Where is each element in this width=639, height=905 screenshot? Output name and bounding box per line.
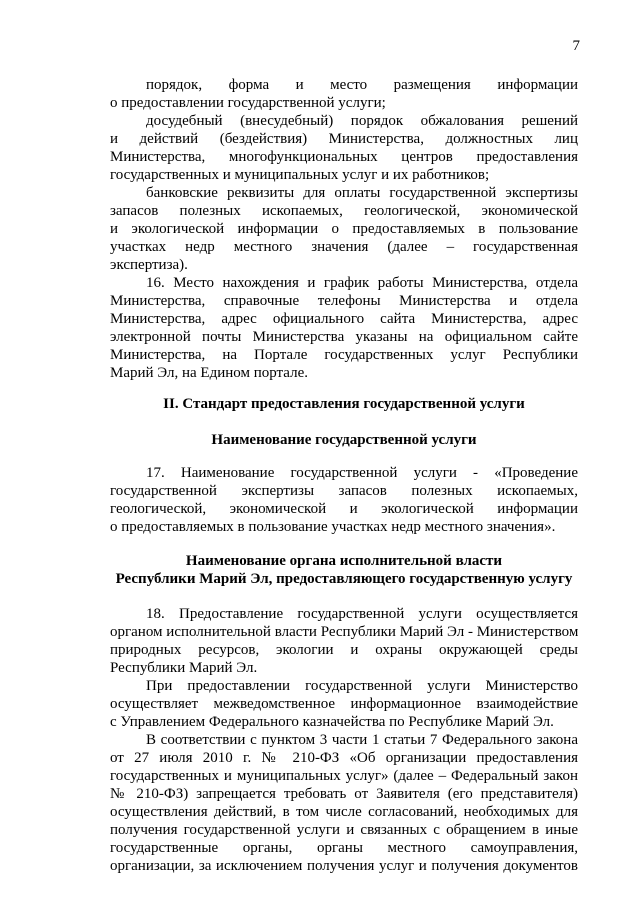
text-line: государственных и муниципальных услуг и их работников; (110, 167, 490, 183)
text-line: Министерства, справочные телефоны Министерства и отдела (110, 293, 578, 309)
text-line: осуществления действий, в том числе согласований, необходимых для (110, 804, 578, 820)
text-line: порядок, форма и место размещения информации (146, 77, 578, 93)
paragraph-17 (110, 464, 578, 536)
text-line: запасов полезных ископаемых, геологической, экономической (110, 203, 578, 219)
text-line: Министерства, адрес официального сайта Министерства, адрес (110, 311, 578, 327)
text-line: государственной экспертизы запасов полезных ископаемых, (110, 483, 578, 499)
text-line: получения государственной услуги и связанных с обращением в иные (110, 822, 578, 838)
text-line: государственные органы, органы местного самоуправления, (110, 840, 578, 856)
section-heading-text: II. Стандарт предоставления государственной услуги (163, 396, 525, 412)
paragraph (110, 184, 578, 274)
paragraph (110, 112, 578, 184)
text-line: 17. Наименование государственной услуги - «Проведение (146, 465, 578, 481)
text-line: № 210-ФЗ) запрещается требовать от Заявителя (его представителя) (110, 786, 578, 802)
page-number: 7 (572, 38, 580, 54)
text-line: Республики Марий Эл. (110, 660, 258, 676)
text-line: осуществляет межведомственное информационное взаимодействие (110, 696, 578, 712)
subheading-text: Наименование органа исполнительной власти (185, 553, 503, 569)
paragraph-group-service-name (110, 464, 578, 536)
text-line: электронной почты Министерства указаны на официальном сайте (110, 329, 578, 345)
text-line: от 27 июля 2010 г. № 210-ФЗ «Об организации предоставления (110, 750, 578, 766)
section-heading (110, 395, 578, 413)
text-line: досудебный (внесудебный) порядок обжалования решений (146, 113, 578, 129)
text-line: о предоставляемых в пользование участках недр местного значения». (110, 519, 556, 535)
paragraph-group-info-items (110, 76, 578, 382)
text-line: участках недр местного значения (далее – государственная (110, 239, 578, 255)
text-line: природных ресурсов, экологии и охраны окружающей среды (110, 642, 578, 658)
text-line: Марий Эл, на Едином портале. (110, 365, 308, 381)
text-line: 16. Место нахождения и график работы Министерства, отдела (146, 275, 578, 291)
subheading-authority (110, 552, 578, 588)
text-line: с Управлением Федерального казначейства по Республике Марий Эл. (110, 714, 554, 730)
text-line: государственных и муниципальных услуг» (далее – Федеральный закон (110, 768, 578, 784)
text-line: В соответствии с пунктом 3 части 1 статьи 7 Федерального закона (146, 732, 578, 748)
text-line: 18. Предоставление государственной услуги осуществляется (146, 606, 578, 622)
paragraph-group-authority (110, 605, 578, 875)
paragraph-18 (110, 605, 578, 677)
text-line: Министерства, многофункциональных центров предоставления (110, 149, 578, 165)
text-line: о предоставлении государственной услуги; (110, 95, 386, 111)
text-line: экспертиза). (110, 257, 188, 273)
paragraph (110, 677, 578, 731)
paragraph (110, 731, 578, 875)
paragraph-16 (110, 274, 578, 382)
subheading-text: Наименование государственной услуги (211, 432, 477, 448)
text-line: и действий (бездействия) Министерства, должностных лиц (110, 131, 578, 147)
subheading-service-name (110, 431, 578, 449)
text-line: органом исполнительной власти Республики Марий Эл - Министерством (110, 624, 579, 640)
text-line: банковские реквизиты для оплаты государственной экспертизы (146, 185, 578, 201)
paragraph (110, 76, 578, 112)
text-line: организации, за исключением получения услуг и получения документов (110, 858, 578, 874)
subheading-text: Республики Марий Эл, предоставляющего государственную услугу (115, 571, 573, 587)
text-line: и экологической информации о предоставляемых в пользование (110, 221, 578, 237)
text-line: геологической, экономической и экологической информации (110, 501, 578, 517)
text-line: При предоставлении государственной услуги Министерство (146, 678, 578, 694)
text-line: Министерства, на Портале государственных услуг Республики (110, 347, 578, 363)
